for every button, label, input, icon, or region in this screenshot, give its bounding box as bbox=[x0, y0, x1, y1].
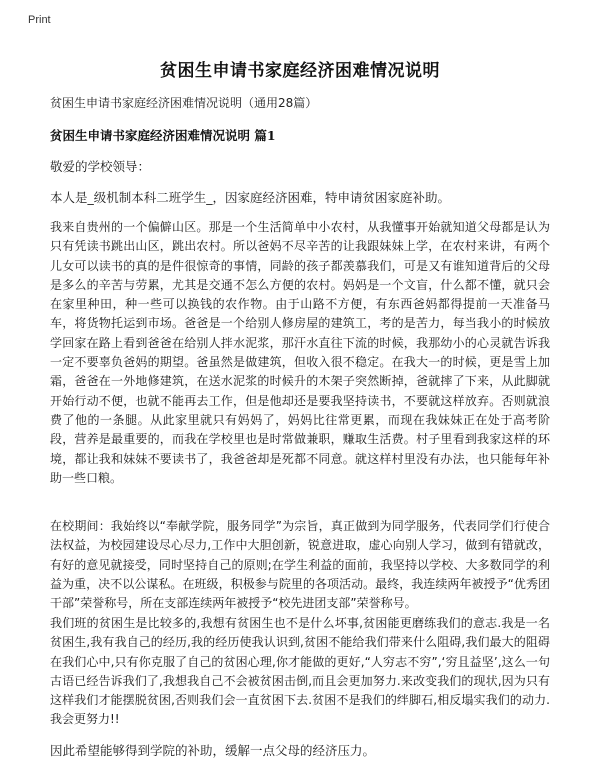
document-title: 贫困生申请书家庭经济困难情况说明 bbox=[160, 61, 440, 81]
document-subtitle: 贫困生申请书家庭经济困难情况说明（通用28篇） bbox=[50, 96, 318, 110]
body-paragraph-school: 在校期间：我始终以“奉献学院，服务同学”为宗旨，真正做到为同学服务，代表同学们行使合法权益，为校园建设尽心尽力,工作中大胆创新，锐意进取，虚心向别人学习，做到有错就改，有好的意见就接受，同时坚持自己的原则;在学生利益的面前，我坚持以学校、大多数同学的利益为重，决不以公谋私。在班级，积极参与院里的各项活动。最终，我连续两年被授予“优秀团干部”荣誉称号，所在支部连续两年被授予“校先进团支部”荣誉称号。 bbox=[50, 519, 550, 611]
body-paragraph-poverty: 我们班的贫困生是比较多的,我想有贫困生也不是什么坏事,贫困能更磨练我们的意志.我是一名贫困生,我有我自己的经历,我的经历使我认识到,贫困不能给我们带来什么阻碍,我们最大的阻碍在我们心中,只有你克服了自己的贫困心理,你才能做的更好,“人穷志不穷”,‘穷且益坚’,这么一句古语已经告诉我们了,我想我自己不会被贫困击倒,而且会更加努力.来改变我们的现状,因为只有这样我们才能摆脱贫困,否则我们会一直贫困下去.贫困不是我们的绊脚石,相反塌实我们的动力.我会更努力!! bbox=[50, 616, 550, 727]
intro-paragraph: 本人是_级机制本科二班学生_，因家庭经济困难，特申请贫困家庭补助。 bbox=[50, 190, 451, 205]
print-label[interactable]: Print bbox=[28, 14, 51, 26]
section-heading: 贫困生申请书家庭经济困难情况说明 篇1 bbox=[50, 128, 276, 143]
salutation: 敬爱的学校领导： bbox=[50, 159, 151, 174]
body-paragraph-family: 我来自贵州的一个偏僻山区。那是一个生活简单中小农村，从我懂事开始就知道父母都是认为只有凭读书跳出山区，跳出农村。所以爸妈不尽辛苦的让我跟妹妹上学，在农村来讲，有两个儿女可以读书的真的是件很惊奇的事情，同龄的孩子都羡慕我们，可是又有谁知道背后的父母是多么的辛苦与劳累，尤其是交通不怎么方便的农村。妈妈是一个文盲，什么都不懂，就只会在家里种田，种一些可以换钱的农作物。由于山路不方便，有东西爸妈都得提前一天准备马车，将货物托运到市场。爸爸是一个给别人修房屋的建筑工，考的是苦力，每当我小的时候放学回家在路上看到爸爸在给别人拌水泥浆，那汗水直往下流的时候，我那幼小的心灵就告诉我一定不要辜负爸妈的期望。爸虽然是做建筑，但收入很不稳定。在我大一的时候，更是雪上加霜，爸爸在一外地修建筑，在送水泥浆的时候升的木架子突然断掉，爸就摔了下来，从此脚就开始行动不便，也就不能再去工作，但是他却还是要我坚持读书，不要就这样放弃。否则就浪费了他的一条腿。从此家里就只有妈妈了，妈妈比往常更累，而现在我妹妹正在处于高考阶段，营养是最重要的，而我在学校里也是时常做兼职，赚取生活费。村子里看到我家这样的环境，都让我和妹妹不要读书了，我爸爸却是死都不同意。就这样村里没有办法，也只能每年补助一些口粮。 bbox=[50, 220, 550, 485]
closing-paragraph: 因此希望能够得到学院的补助，缓解一点父母的经济压力。 bbox=[50, 743, 376, 758]
